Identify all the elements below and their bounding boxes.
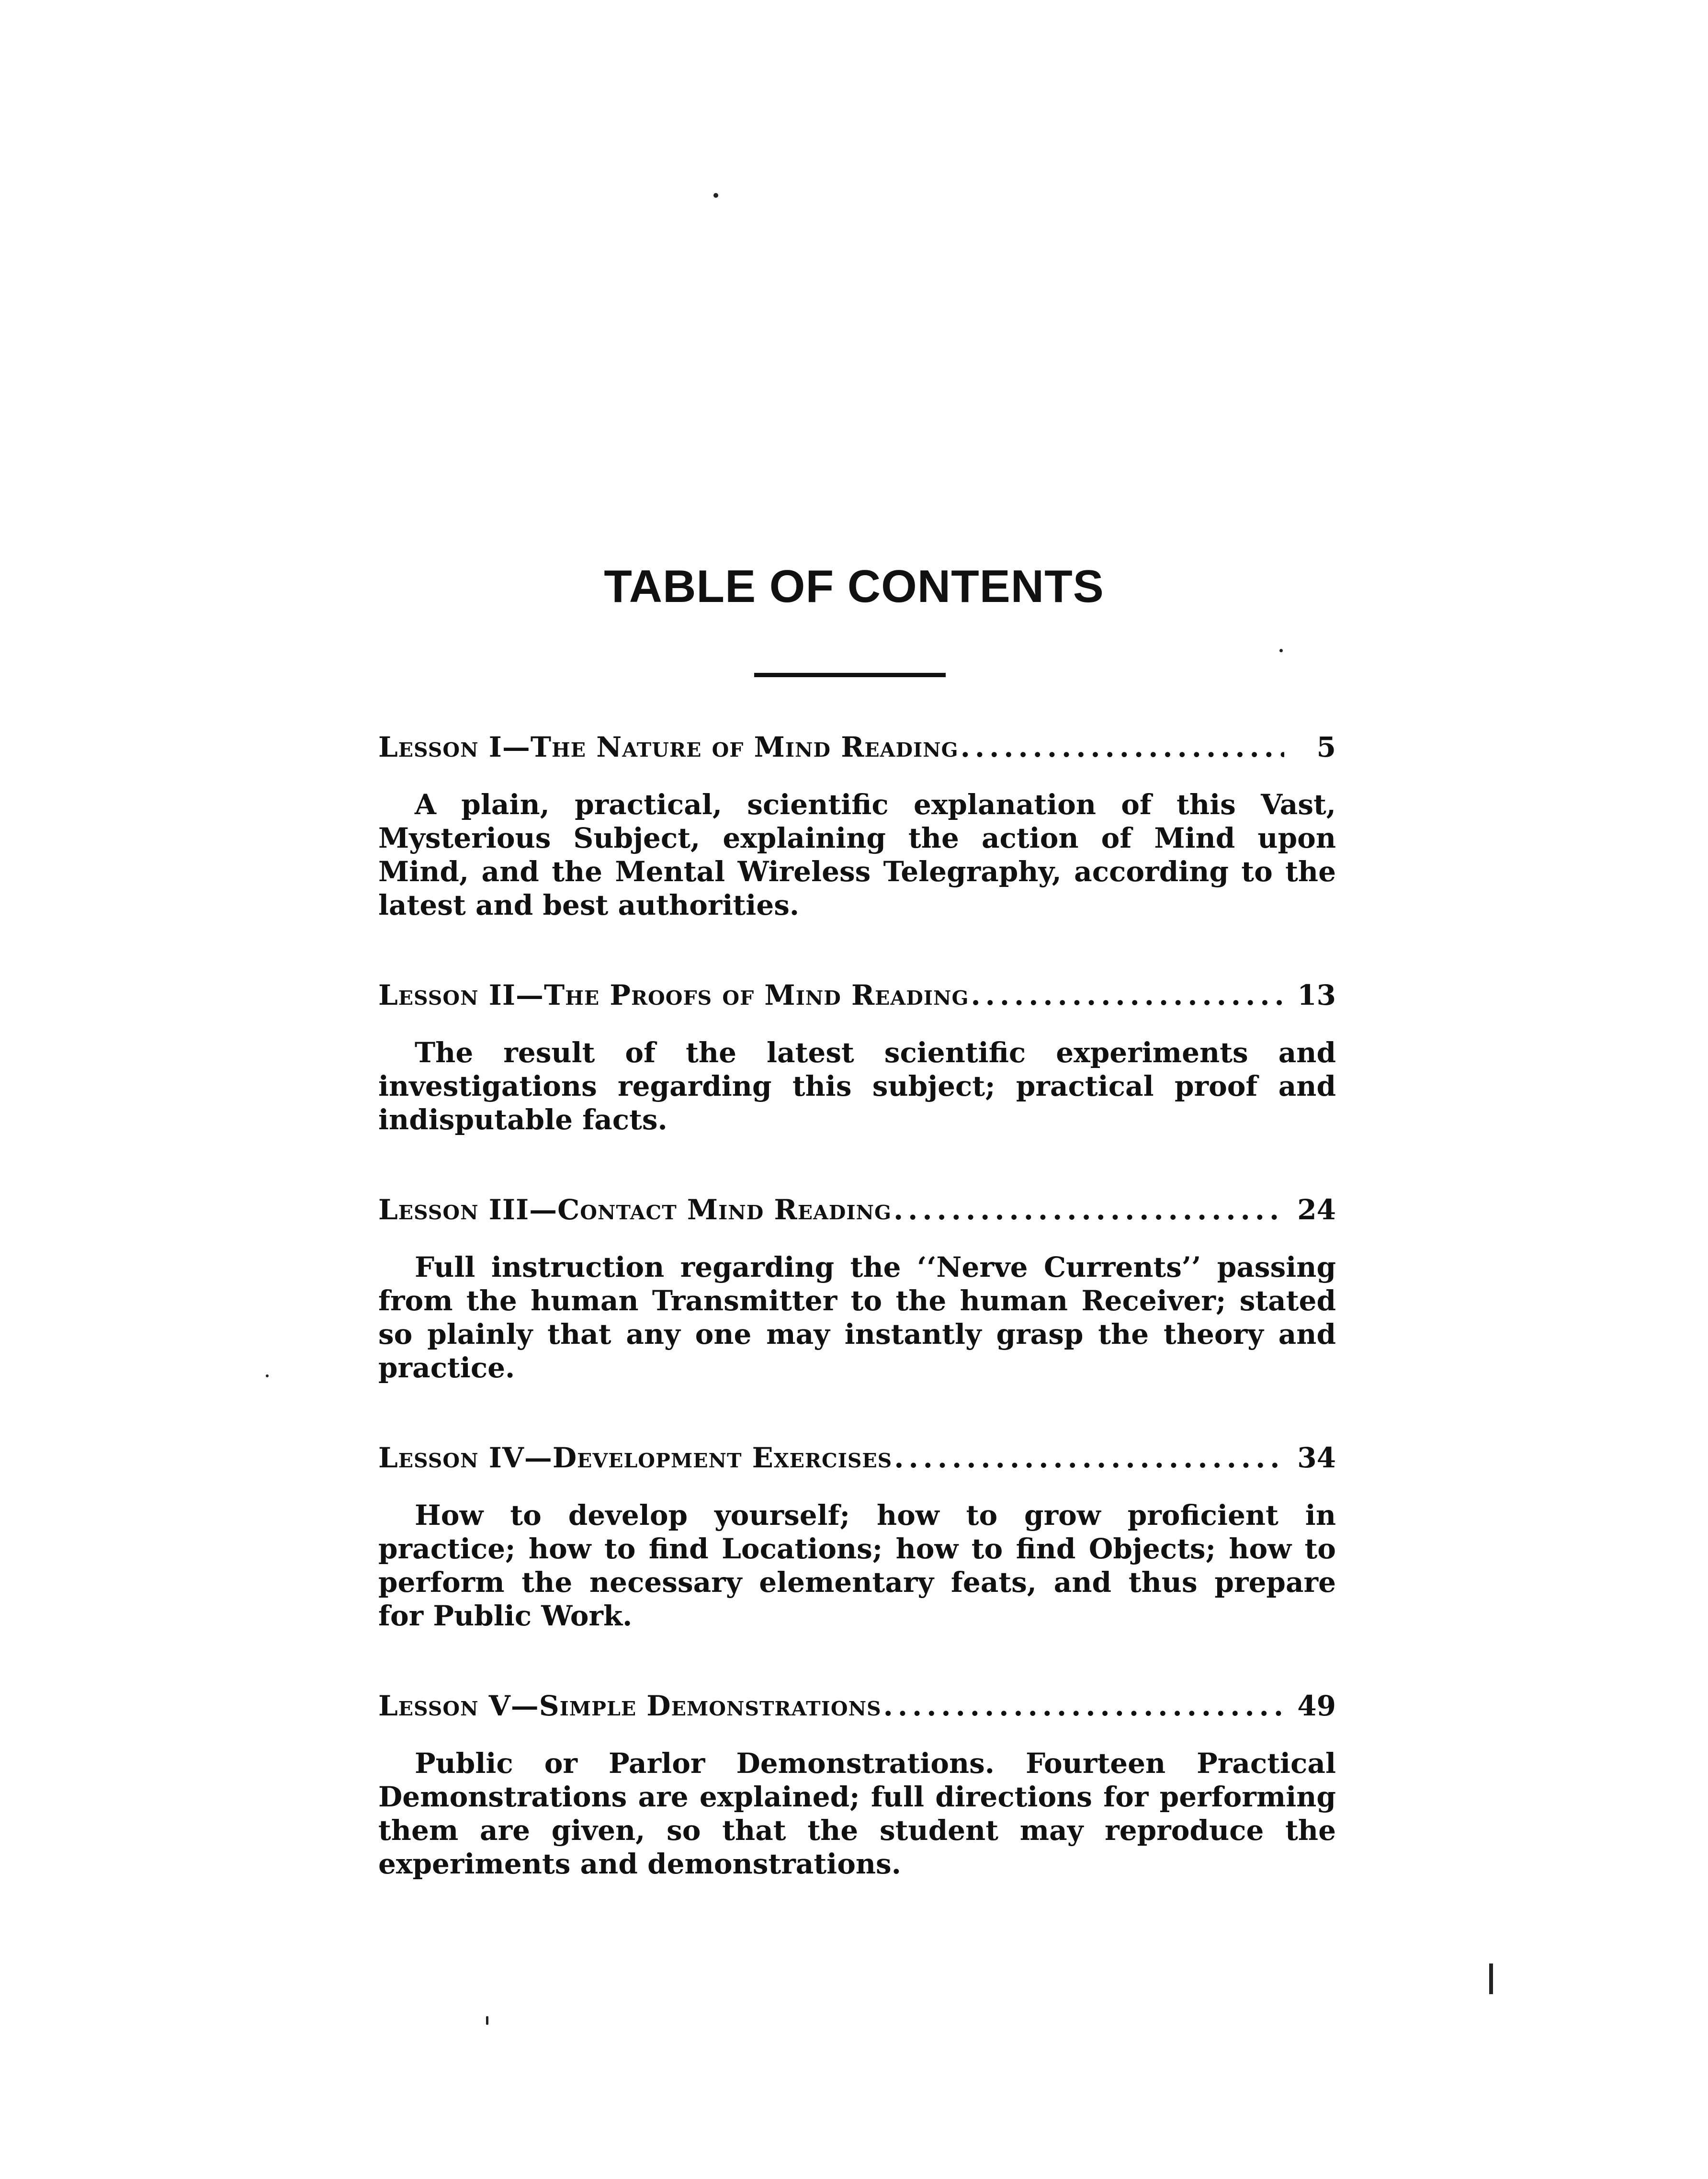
toc-entry-heading	[378, 978, 1336, 1012]
ink-speck	[713, 193, 718, 198]
toc-entry-heading	[378, 730, 1336, 764]
page-number: 13	[1297, 979, 1336, 1011]
page-number: 5	[1316, 731, 1336, 763]
lesson-title: Lesson I—The Nature of Mind Reading	[378, 731, 959, 763]
toc-entry-lesson-3	[378, 1193, 1336, 1385]
dot-leader	[883, 1689, 1284, 1723]
ink-speck	[266, 1374, 269, 1377]
toc-entry-heading	[378, 1441, 1336, 1475]
page-title: TABLE OF CONTENTS	[604, 561, 1104, 612]
lesson-description: The result of the latest scientific experiments and investigations regarding this subject; practical proof and indisputable facts.	[378, 1036, 1336, 1136]
ink-speck	[486, 2016, 488, 2025]
margin-mark	[1489, 1963, 1493, 1994]
dot-leader	[971, 978, 1284, 1012]
lesson-title: Lesson V—Simple Demonstrations	[378, 1690, 882, 1722]
toc-entry-lesson-4	[378, 1441, 1336, 1633]
dot-leader	[961, 730, 1284, 764]
lesson-title: Lesson II—The Proofs of Mind Reading	[378, 979, 969, 1011]
lesson-description: How to develop yourself; how to grow proficient in practice; how to find Locations; how to find Objects; how to perform the necessary elementary feats, and thus prepare for Public Work.	[378, 1499, 1336, 1632]
lesson-description: Full instruction regarding the ‘‘Nerve Currents’’ passing from the human Transmitter to the human Receiver; stated so plainly that any one may instantly grasp the theory and practice.	[378, 1251, 1336, 1384]
dot-leader	[894, 1193, 1284, 1226]
toc-entry-heading	[378, 1689, 1336, 1723]
lesson-description: Public or Parlor Demonstrations. Fourteen Practical Demonstrations are explained; full directions for performing them are given, so that the student may reproduce the experiments and demonstrations.	[378, 1747, 1336, 1880]
dot-leader	[894, 1441, 1284, 1475]
toc-entry-lesson-2	[378, 978, 1336, 1136]
toc-entry-heading	[378, 1193, 1336, 1226]
lesson-description: A plain, practical, scientific explanation of this Vast, Mysterious Subject, explaining the action of Mind upon Mind, and the Mental Wireless Telegraphy, according to the latest and best authorities.	[378, 788, 1336, 921]
lesson-title: Lesson IV—Development Exercises	[378, 1441, 893, 1474]
ink-speck	[1279, 649, 1283, 652]
table-of-contents	[378, 730, 1336, 1937]
page-number: 34	[1297, 1441, 1336, 1474]
lesson-title: Lesson III—Contact Mind Reading	[378, 1193, 892, 1226]
page-number: 24	[1297, 1193, 1336, 1226]
toc-entry-lesson-5	[378, 1689, 1336, 1881]
page-number: 49	[1297, 1690, 1336, 1722]
title-rule	[754, 673, 946, 677]
toc-entry-lesson-1	[378, 730, 1336, 922]
